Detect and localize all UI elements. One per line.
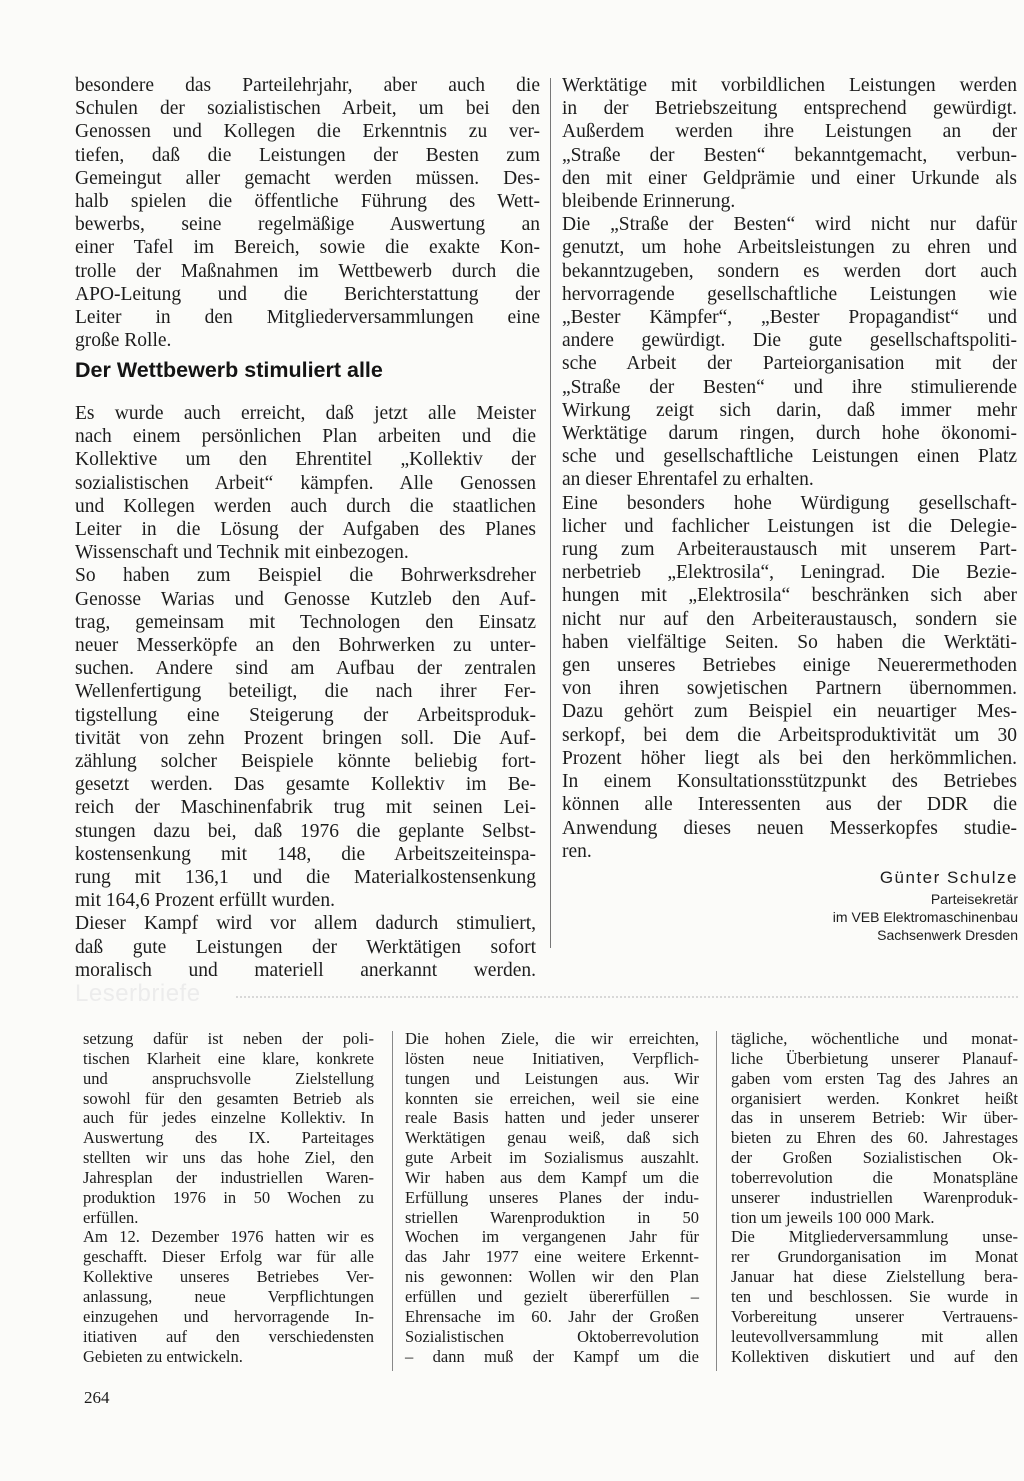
text-line: Auswertung des IX. Parteitages	[83, 1128, 374, 1148]
text-line: unserer industriellen Warenproduk-	[731, 1187, 1018, 1207]
text-line: Januar hat diese Zielstellung bera-	[731, 1267, 1018, 1287]
text-line: hungen mit „Elektrosila“ beschränken sich aber	[562, 585, 1017, 607]
text-line: tion um jeweils 100 000 Mark.	[731, 1207, 935, 1227]
text-line: suchen. Andere sind am Aufbau der zentralen	[75, 658, 536, 680]
text-line: nerbetrieb „Elektrosila“, Leningrad. Die Bezie-	[562, 562, 1017, 584]
column-divider	[716, 1031, 717, 1371]
text-line: Genosse Warias und Genosse Kutzleb den Auf-	[75, 588, 536, 610]
text-line: nach einem persönlichen Plan arbeiten und die	[75, 426, 536, 448]
letters-column-1	[83, 1029, 374, 1366]
text-line: können alle Interessenten aus der DDR die	[562, 794, 1017, 816]
text-line: große Rolle.	[75, 330, 172, 352]
text-line: tiefen, daß die Leistungen der Besten zum	[75, 144, 540, 166]
text-line: neuer Messerköpfe an den Bohrwerken zu unter-	[75, 635, 536, 657]
text-line: trolle der Maßnahmen im Wettbewerb durch die	[75, 260, 540, 282]
text-line: serkopf, bei dem die Arbeitsproduktivität um 30	[562, 724, 1017, 746]
text-line: Sozialistischen Oktoberrevolution	[405, 1326, 699, 1346]
text-line: Anwendung dieses neuen Messerkopfes studie-	[562, 817, 1017, 839]
text-line: Die Mitgliederversammlung unse-	[731, 1227, 1018, 1247]
text-line: stungen dazu bei, daß 1976 die geplante Selbst-	[75, 820, 536, 842]
text-line: APO-Leitung und die Berichterstattung der	[75, 283, 540, 305]
text-line: Wirkung zeigt sich darin, daß immer mehr	[562, 399, 1017, 421]
text-line: Erfüllung unseres Planes der indu-	[405, 1187, 699, 1207]
author-role: Parteisekretär	[930, 891, 1018, 907]
text-line: mit 164,6 Prozent erfüllt wurden.	[75, 890, 335, 912]
text-line: So haben zum Beispiel die Bohrwerksdreher	[75, 565, 536, 587]
text-line: sozialistischen Arbeit“ kämpfen. Alle Genossen	[75, 472, 536, 494]
text-line: zählung solcher Beispiele könnte beliebig fort-	[75, 751, 536, 773]
text-line: Gemeingut aller gemacht werden müssen. Des-	[75, 167, 540, 189]
text-line: erfüllen und gezielt übererfüllen –	[405, 1286, 699, 1306]
text-line: organisiert werden. Konkret heißt	[731, 1088, 1018, 1108]
text-line: rer Grundorganisation im Monat	[731, 1247, 1018, 1267]
text-line: und anspruchsvolle Zielstellung	[83, 1068, 374, 1088]
column-divider	[392, 1031, 393, 1371]
text-line: tischen Klarheit eine klare, konkrete	[83, 1048, 374, 1068]
text-line: einer Tafel im Bereich, sowie die exakte Kon-	[75, 237, 540, 259]
letters-column-2	[405, 1029, 699, 1366]
text-line: Außerdem werden ihre Leistungen an der	[562, 121, 1017, 143]
text-line: gute Arbeit im Sozialismus auszahlt.	[405, 1148, 699, 1168]
text-line: gen unseres Betriebes einige Neuerermethoden	[562, 655, 1017, 677]
text-line: bewerbs, seine regelmäßige Auswertung an	[75, 214, 540, 236]
column-divider	[550, 78, 551, 948]
text-line: licher und fachlicher Leistungen ist die Delegie-	[562, 515, 1017, 537]
text-line: Leiter in den Mitgliederversammlungen eine	[75, 307, 540, 329]
text-line: Kollektiven diskutiert und auf den	[731, 1346, 1018, 1366]
text-line: konnten sie erreichen, weil sie eine	[405, 1088, 699, 1108]
text-line: sowohl für den gesamten Betrieb als	[83, 1088, 374, 1108]
article-left-column-continued	[75, 402, 536, 982]
text-line: erfüllen.	[83, 1207, 139, 1227]
text-line: toberrevolution die Monatspläne	[731, 1167, 1018, 1187]
author-name: Günter Schulze	[879, 868, 1018, 887]
text-line: Werktätige mit vorbildlichen Leistungen werden	[562, 75, 1017, 96]
text-line: und Kollegen werden auch durch die staatlichen	[75, 495, 536, 517]
text-line: rung zum Arbeiteraustausch mit unserem Part-	[562, 539, 1017, 561]
text-line: Werktätigen genau weiß, daß sich	[405, 1128, 699, 1148]
text-line: nis gewonnen: Wollen wir den Plan	[405, 1267, 699, 1287]
text-line: genutzt, um hohe Arbeitsleistungen zu ehren und	[562, 237, 1017, 259]
text-line: tivität von zehn Prozent bringen soll. Die Auf-	[75, 727, 536, 749]
text-line: bekanntzugeben, sondern es werden dort auch	[562, 260, 1017, 282]
text-line: auch für jedes einzelne Kollektiv. In	[83, 1108, 374, 1128]
text-line: in der Betriebszeitung entsprechend gewürdigt.	[562, 98, 1017, 120]
text-line: „Straße der Besten“ bekanntgemacht, verbun-	[562, 144, 1017, 166]
text-line: Prozent höher liegt als bei den herkömmlichen.	[562, 747, 1017, 769]
text-line: tigstellung eine Steigerung der Arbeitsproduk-	[75, 704, 536, 726]
text-line: Jahresplan der industriellen Waren-	[83, 1167, 374, 1187]
text-line: – dann muß der Kampf um die	[405, 1346, 699, 1366]
text-line: Wir haben aus dem Kampf um die	[405, 1167, 699, 1187]
text-line: halb spielen die öffentliche Führung des Wett-	[75, 191, 540, 213]
text-line: geschafft. Dieser Erfolg war für alle	[83, 1247, 374, 1267]
text-line: Am 12. Dezember 1976 hatten wir es	[83, 1227, 374, 1247]
text-line: Genossen und Kollegen die Erkenntnis zu ver-	[75, 121, 540, 143]
text-line: Gebieten zu entwickeln.	[83, 1346, 243, 1366]
text-line: tägliche, wöchentliche und monat-	[731, 1029, 1018, 1048]
text-line: Wissenschaft und Technik mit einbezogen.	[75, 542, 409, 564]
article-left-column	[75, 74, 540, 352]
text-line: an dieser Ehrentafel zu erhalten.	[562, 469, 814, 491]
text-line: stellten wir uns das hohe Ziel, den	[83, 1148, 374, 1168]
text-line: Die „Straße der Besten“ wird nicht nur dafür	[562, 214, 1017, 236]
text-line: einzugehen und hervorragende In-	[83, 1306, 374, 1326]
text-line: In einem Konsultationsstützpunkt des Betriebes	[562, 771, 1017, 793]
text-line: nicht nur auf den Arbeiteraustausch, sondern sie	[562, 608, 1017, 630]
text-line: setzung dafür ist neben der poli-	[83, 1029, 374, 1048]
author-place: Sachsenwerk Dresden	[877, 927, 1018, 943]
text-line: sche Arbeit der Parteiorganisation mit der	[562, 353, 1017, 375]
text-line: leutevollversammlung mit allen	[731, 1326, 1018, 1346]
text-line: daß gute Leistungen der Werktätigen sofort	[75, 936, 536, 958]
text-line: der Großen Sozialistischen Ok-	[731, 1148, 1018, 1168]
section-divider	[236, 996, 1018, 998]
author-signature	[760, 866, 1018, 944]
letters-column-3	[731, 1029, 1018, 1366]
text-line: Es wurde auch erreicht, daß jetzt alle Meister	[75, 403, 536, 424]
text-line: Ehrensache im 60. Jahr der Großen	[405, 1306, 699, 1326]
text-line: Eine besonders hohe Würdigung gesellschaft-	[562, 492, 1017, 514]
text-line: Kollektive um den Ehrentitel „Kollektiv der	[75, 449, 536, 471]
text-line: rung mit 136,1 und die Materialkostensenkung	[75, 867, 536, 889]
text-line: haben vielfältige Seiten. So haben die Werktäti-	[562, 631, 1017, 653]
text-line: tungen und Leistungen aus. Wir	[405, 1068, 699, 1088]
section-label-leserbriefe: Leserbriefe	[75, 980, 201, 1007]
text-line: „Bester Kämpfer“, „Bester Propagandist“ und	[562, 307, 1017, 329]
text-line: Dieser Kampf wird vor allem dadurch stimuliert,	[75, 913, 536, 935]
section-heading: Der Wettbewerb stimuliert alle	[75, 358, 383, 382]
text-line: Kollektive unseres Betriebes Ver-	[83, 1267, 374, 1287]
text-line: bleibende Erinnerung.	[562, 191, 736, 213]
text-line: den mit einer Geldprämie und einer Urkunde als	[562, 167, 1017, 189]
text-line: bieten zu Ehren des 60. Jahrestages	[731, 1128, 1018, 1148]
text-line: Leiter in die Lösung der Aufgaben des Planes	[75, 519, 536, 541]
text-line: itiativen auf den verschiedensten	[83, 1326, 374, 1346]
text-line: Die hohen Ziele, die wir erreichten,	[405, 1029, 699, 1048]
text-line: moralisch und materiell anerkannt werden.	[75, 959, 536, 981]
text-line: anlassung, neue Verpflichtungen	[83, 1286, 374, 1306]
text-line: produktion 1976 in 50 Wochen zu	[83, 1187, 374, 1207]
text-line: gesetzt werden. Das gesamte Kollektiv im Be-	[75, 774, 536, 796]
article-right-column	[562, 74, 1017, 863]
text-line: Wochen im vergangenen Jahr für	[405, 1227, 699, 1247]
text-line: reich der Maschinenfabrik trug mit seinen Lei-	[75, 797, 536, 819]
text-line: das in unserem Betrieb: Wir über-	[731, 1108, 1018, 1128]
text-line: striellen Warenproduktion in 50	[405, 1207, 699, 1227]
text-line: Werktätige darum ringen, durch hohe ökonomi-	[562, 423, 1017, 445]
text-line: von ihren sowjetischen Partnern übernommen.	[562, 678, 1017, 700]
text-line: Dazu gehört zum Beispiel ein neuartiger Mes-	[562, 701, 1017, 723]
text-line: kostensenkung mit 148, die Arbeitszeiteinspa-	[75, 843, 536, 865]
text-line: reale Basis hatten und jeder unserer	[405, 1108, 699, 1128]
text-line: besondere das Parteilehrjahr, aber auch die	[75, 75, 540, 96]
text-line: sche und gesellschaftliche Leistungen einen Platz	[562, 446, 1017, 468]
text-line: trag, gemeinsam mit Technologen den Einsatz	[75, 611, 536, 633]
text-line: liche Überbietung unserer Planauf-	[731, 1048, 1018, 1068]
text-line: ten und beschlossen. Sie wurde in	[731, 1286, 1018, 1306]
author-company: im VEB Elektromaschinenbau	[832, 909, 1018, 925]
text-line: „Straße der Besten“ und ihre stimulierende	[562, 376, 1017, 398]
text-line: Vorbereitung unserer Vertrauens-	[731, 1306, 1018, 1326]
text-line: Schulen der sozialistischen Arbeit, um bei den	[75, 98, 540, 120]
text-line: lösten neue Initiativen, Verpflich-	[405, 1048, 699, 1068]
text-line: ren.	[562, 840, 592, 862]
text-line: Wellenfertigung beteiligt, die nach ihrer Fer-	[75, 681, 536, 703]
text-line: hervorragende gesellschaftliche Leistungen wie	[562, 283, 1017, 305]
page-number: 264	[84, 1388, 110, 1407]
text-line: das Jahr 1977 eine weitere Erkennt-	[405, 1247, 699, 1267]
text-line: gaben vom ersten Tag des Jahres an	[731, 1068, 1018, 1088]
text-line: andere gewürdigt. Die gute gesellschaftspoliti-	[562, 330, 1017, 352]
